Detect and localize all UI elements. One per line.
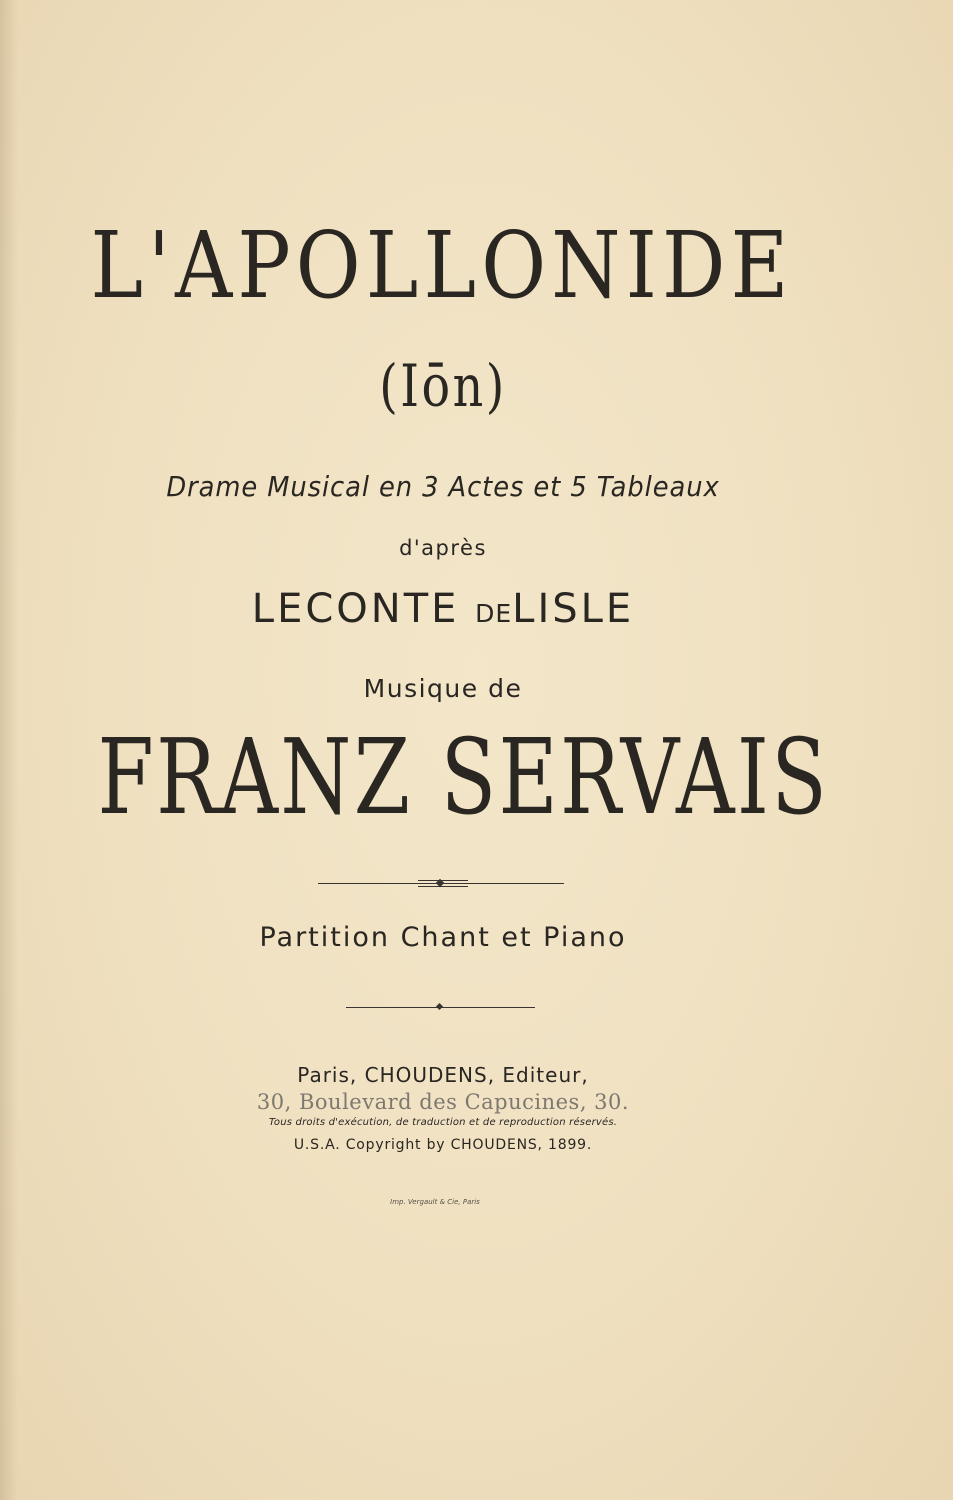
after-label: d'après — [399, 536, 487, 560]
rights-notice: Tous droits d'exécution, de traduction et de reproduction réservés. — [268, 1117, 618, 1128]
music-by-label: Musique de — [363, 674, 523, 703]
poet-particle: DE — [475, 599, 513, 628]
publisher-line: Paris, CHOUDENS, Editeur, — [297, 1063, 589, 1087]
ornamental-rule-upper-inner-2 — [418, 886, 468, 887]
binding-shadow — [0, 0, 18, 1500]
edition-label: Partition Chant et Piano — [259, 922, 627, 953]
opera-title: L'APOLLONIDE — [90, 212, 794, 319]
poet-last-name: LISLE — [512, 586, 635, 632]
composer-name: FRANZ SERVAIS — [97, 716, 830, 838]
opera-subtitle: (Iōn) — [379, 352, 507, 420]
printer-imprint: Imp. Vergault & Cie, Paris — [390, 1198, 480, 1206]
poet-name — [0, 586, 886, 632]
poet-first-name: LECONTE — [251, 586, 460, 632]
genre-description: Drame Musical en 3 Actes et 5 Tableaux — [166, 470, 720, 503]
copyright-notice: U.S.A. Copyright by CHOUDENS, 1899. — [293, 1137, 593, 1153]
ornament-diamond-lower — [436, 1003, 443, 1010]
publisher-address: 30, Boulevard des Capucines, 30. — [256, 1090, 630, 1114]
